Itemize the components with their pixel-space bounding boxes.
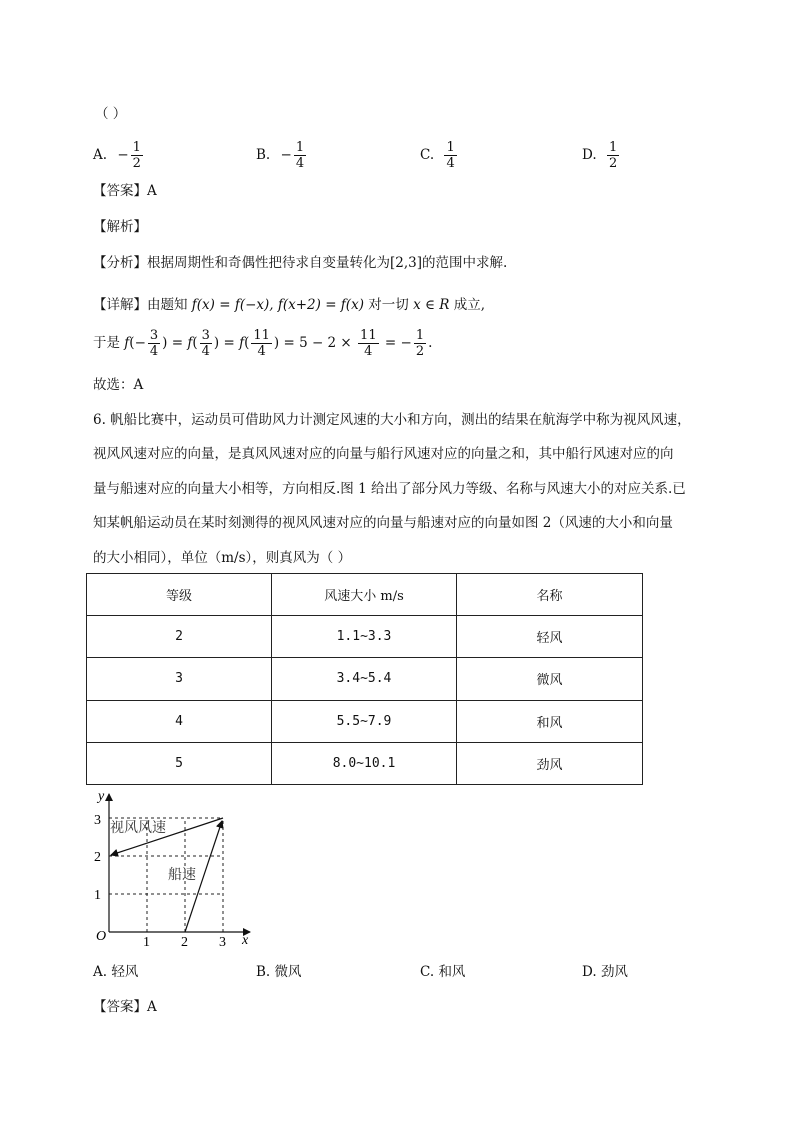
table-cell: 5.5~7.9 (272, 700, 457, 742)
table-cell: 3 (87, 658, 272, 700)
table-cell: 4 (87, 700, 272, 742)
fraction: $\frac{11}{4}$ (253, 328, 270, 359)
fraction: $\frac{11}{4}$ (360, 328, 377, 359)
q5-fenxi: 【分析】根据周期性和奇偶性把待求自变量转化为[2,3]的范围中求解. (93, 255, 508, 271)
option-label: C. (420, 964, 435, 980)
q5-guxuan: 故选：A (93, 377, 144, 393)
option-label: C. (420, 147, 435, 163)
q6-stem-line-5: 的大小相同），单位（m/s），则真风为（ ） (93, 550, 352, 566)
detail-mid: 对一切 (368, 297, 409, 313)
option-label: B. (256, 147, 271, 163)
fraction: $\frac{1}{2}$ (132, 140, 141, 171)
x-tick-3: 3 (219, 935, 226, 950)
q6-stem-line-4: 知某帆船运动员在某时刻测得的视风风速对应的向量与船速对应的向量如图 2（风速的大小和向量 (93, 515, 673, 531)
detail-formula: f(x) = f(−x), f(x+2) = f(x) (191, 297, 364, 313)
y-tick-3: 3 (94, 813, 101, 828)
boat-speed-label: 船速 (168, 867, 196, 883)
fraction: $\frac{1}{2}$ (415, 328, 425, 359)
y-axis-label: y (98, 789, 105, 804)
option-label: A. (93, 147, 108, 163)
table-cell: 轻风 (457, 616, 643, 658)
table-header: 风速大小 m/s (272, 574, 457, 616)
q6-stem-line-1: 6. 帆船比赛中，运动员可借助风力计测定风速的大小和方向，测出的结果在航海学中称为视风风速， (93, 412, 691, 428)
option-label: D. (582, 147, 597, 163)
calc-mid: = 5 − 2 × (283, 335, 352, 351)
q5-option-b (256, 140, 308, 171)
detail-condition: x ∈ R (413, 297, 450, 313)
apparent-wind-label: 视风风速 (110, 820, 166, 836)
option-label: D. (582, 964, 597, 980)
y-tick-2: 2 (94, 850, 101, 865)
fraction: $\frac{1}{2}$ (608, 140, 618, 171)
q5-detail (93, 293, 485, 313)
minus-sign: − (117, 147, 129, 163)
detail-tail: 成立, (453, 297, 486, 313)
q5-option-a (93, 140, 145, 171)
x-axis-label: x (242, 933, 249, 948)
table-cell: 劲风 (457, 742, 643, 784)
func-f: f (124, 335, 130, 351)
q5-option-d (582, 140, 621, 171)
fraction: $\frac{3}{4}$ (201, 328, 210, 359)
table-cell: 3.4~5.4 (272, 658, 457, 700)
q5-calculation: 于是 f(− $\frac{3}{4}$ ) = f( $\frac{3}{4}$ ) = f( $\frac{11}{4}$ ) = 5 − 2 × $\frac{11}{4}$ = − $\frac{1}{2}$ . (93, 328, 433, 359)
table-header-row (87, 574, 643, 616)
table-cell: 8.0~10.1 (272, 742, 457, 784)
x-tick-1: 1 (143, 935, 150, 950)
q6-stem-line-2: 视风风速对应的向量，是真风风速对应的向量与船行风速对应的向量之和，其中船行风速对应的向 (93, 446, 674, 462)
q6-answer: 【答案】A (93, 999, 157, 1015)
func-f: f (187, 335, 193, 351)
option-label: A. (93, 964, 108, 980)
table-row (87, 700, 643, 742)
minus-sign: − (280, 147, 292, 163)
origin-label: O (96, 929, 107, 944)
option-text: 劲风 (600, 964, 628, 980)
table-cell: 和风 (457, 700, 643, 742)
q6-option-b (256, 960, 302, 980)
q6-stem-line-3: 量与船速对应的向量大小相等，方向相反.图 1 给出了部分风力等级、名称与风速大小的对应关系.已 (93, 481, 686, 497)
table-row (87, 658, 643, 700)
option-label: B. (256, 964, 271, 980)
func-f: f (239, 335, 245, 351)
table-header: 等级 (87, 574, 272, 616)
table-header: 名称 (457, 574, 643, 616)
x-tick-2: 2 (181, 935, 188, 950)
detail-head: 【详解】由题知 (93, 297, 188, 313)
fraction: $\frac{1}{4}$ (446, 140, 455, 171)
fraction: $\frac{3}{4}$ (149, 328, 159, 359)
table-cell: 1.1~3.3 (272, 616, 457, 658)
q6-option-a (93, 960, 138, 980)
calc-lead: 于是 (93, 335, 120, 351)
q5-answer: 【答案】A (93, 183, 157, 199)
table-row (87, 616, 643, 658)
q6-option-c (420, 960, 465, 980)
table-row (87, 742, 643, 784)
y-tick-1: 1 (94, 888, 101, 903)
q5-jiexi: 【解析】 (93, 219, 147, 235)
option-text: 轻风 (111, 964, 139, 980)
vector-figure (88, 788, 268, 953)
wind-scale-table (86, 573, 643, 785)
q6-option-d (582, 960, 628, 980)
fraction: $\frac{1}{4}$ (295, 140, 305, 171)
option-text: 和风 (438, 964, 466, 980)
table-cell: 2 (87, 616, 272, 658)
option-text: 微风 (274, 964, 302, 980)
q5-paren: （ ） (95, 106, 127, 122)
q5-option-c (420, 140, 459, 171)
table-cell: 5 (87, 742, 272, 784)
table-cell: 微风 (457, 658, 643, 700)
